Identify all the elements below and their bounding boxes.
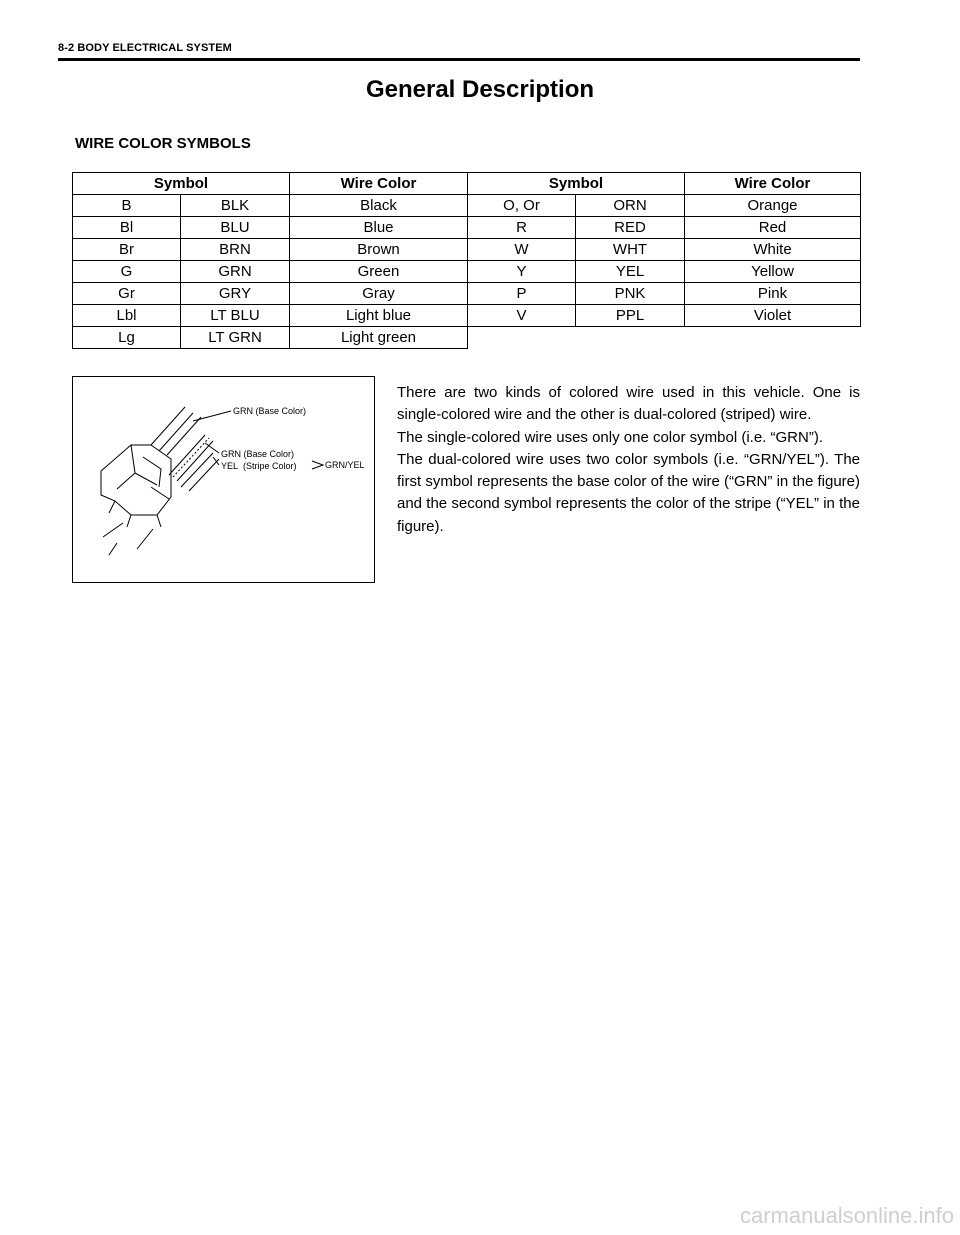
cell: Violet: [685, 305, 861, 327]
connector-wire-illustration: [73, 377, 376, 584]
cell: G: [73, 261, 181, 283]
cell: W: [468, 239, 576, 261]
cell: White: [685, 239, 861, 261]
cell: BRN: [181, 239, 290, 261]
label-stripe-color: (Stripe Color): [243, 461, 297, 471]
cell: P: [468, 283, 576, 305]
cell: LT GRN: [181, 327, 290, 349]
cell: PNK: [576, 283, 685, 305]
cell: RED: [576, 217, 685, 239]
cell: YEL: [576, 261, 685, 283]
header-symbol: Symbol: [73, 173, 290, 195]
table-row: [73, 217, 861, 239]
cell: Gr: [73, 283, 181, 305]
cell: Br: [73, 239, 181, 261]
cell: Lg: [73, 327, 181, 349]
cell: Bl: [73, 217, 181, 239]
cell: PPL: [576, 305, 685, 327]
cell: GRY: [181, 283, 290, 305]
table-row: [73, 283, 861, 305]
cell: ORN: [576, 195, 685, 217]
cell: Light blue: [290, 305, 468, 327]
cell: V: [468, 305, 576, 327]
empty-cell: [468, 327, 861, 349]
cell: BLU: [181, 217, 290, 239]
connector-drawing: [101, 407, 323, 555]
cell: Gray: [290, 283, 468, 305]
label-yel: YEL: [221, 461, 239, 471]
description-paragraph: There are two kinds of colored wire used in this vehicle. One is single-colored wire and the other is dual-colored (striped) wire.: [397, 384, 860, 424]
section-title: WIRE COLOR SYMBOLS: [75, 135, 251, 152]
table-row: [73, 239, 861, 261]
cell: BLK: [181, 195, 290, 217]
page-title: General Description: [365, 76, 595, 103]
cell: Lbl: [73, 305, 181, 327]
cell: WHT: [576, 239, 685, 261]
cell: LT BLU: [181, 305, 290, 327]
cell: Green: [290, 261, 468, 283]
label-grn-yel: GRN/YEL: [325, 460, 365, 470]
header-wire-color-2: Wire Color: [685, 173, 861, 195]
cell: O, Or: [468, 195, 576, 217]
cell: Light green: [290, 327, 468, 349]
cell: Orange: [685, 195, 861, 217]
header-symbol-2: Symbol: [468, 173, 685, 195]
cell: Pink: [685, 283, 861, 305]
description-paragraph: The dual-colored wire uses two color symbols (i.e. “GRN/YEL”). The first symbol represents the base color of the wire (“GRN” in the figure) and the second symbol represents the color of the stripe (“YEL” in the figure).: [397, 450, 860, 535]
label-grn-single: GRN (Base Color): [233, 406, 307, 416]
cell: R: [468, 217, 576, 239]
description: [397, 382, 860, 538]
cell: Y: [468, 261, 576, 283]
cell: Brown: [290, 239, 468, 261]
cell: B: [73, 195, 181, 217]
cell: GRN: [181, 261, 290, 283]
cell: Blue: [290, 217, 468, 239]
cell: Black: [290, 195, 468, 217]
label-grn-base: GRN (Base Color): [221, 449, 295, 459]
description-paragraph: The single-colored wire uses only one color symbol (i.e. “GRN”).: [397, 428, 823, 446]
wire-color-table: [72, 172, 861, 349]
table-row: [73, 327, 861, 349]
header-rule: [58, 58, 860, 61]
running-header: 8-2 BODY ELECTRICAL SYSTEM: [58, 42, 232, 54]
wire-diagram-figure: [72, 376, 375, 583]
table-row: [73, 195, 861, 217]
table-header-row: [73, 173, 861, 195]
header-wire-color: Wire Color: [290, 173, 468, 195]
cell: Yellow: [685, 261, 861, 283]
cell: Red: [685, 217, 861, 239]
table-row: [73, 305, 861, 327]
table-row: [73, 261, 861, 283]
watermark: carmanualsonline.info: [739, 1203, 954, 1228]
